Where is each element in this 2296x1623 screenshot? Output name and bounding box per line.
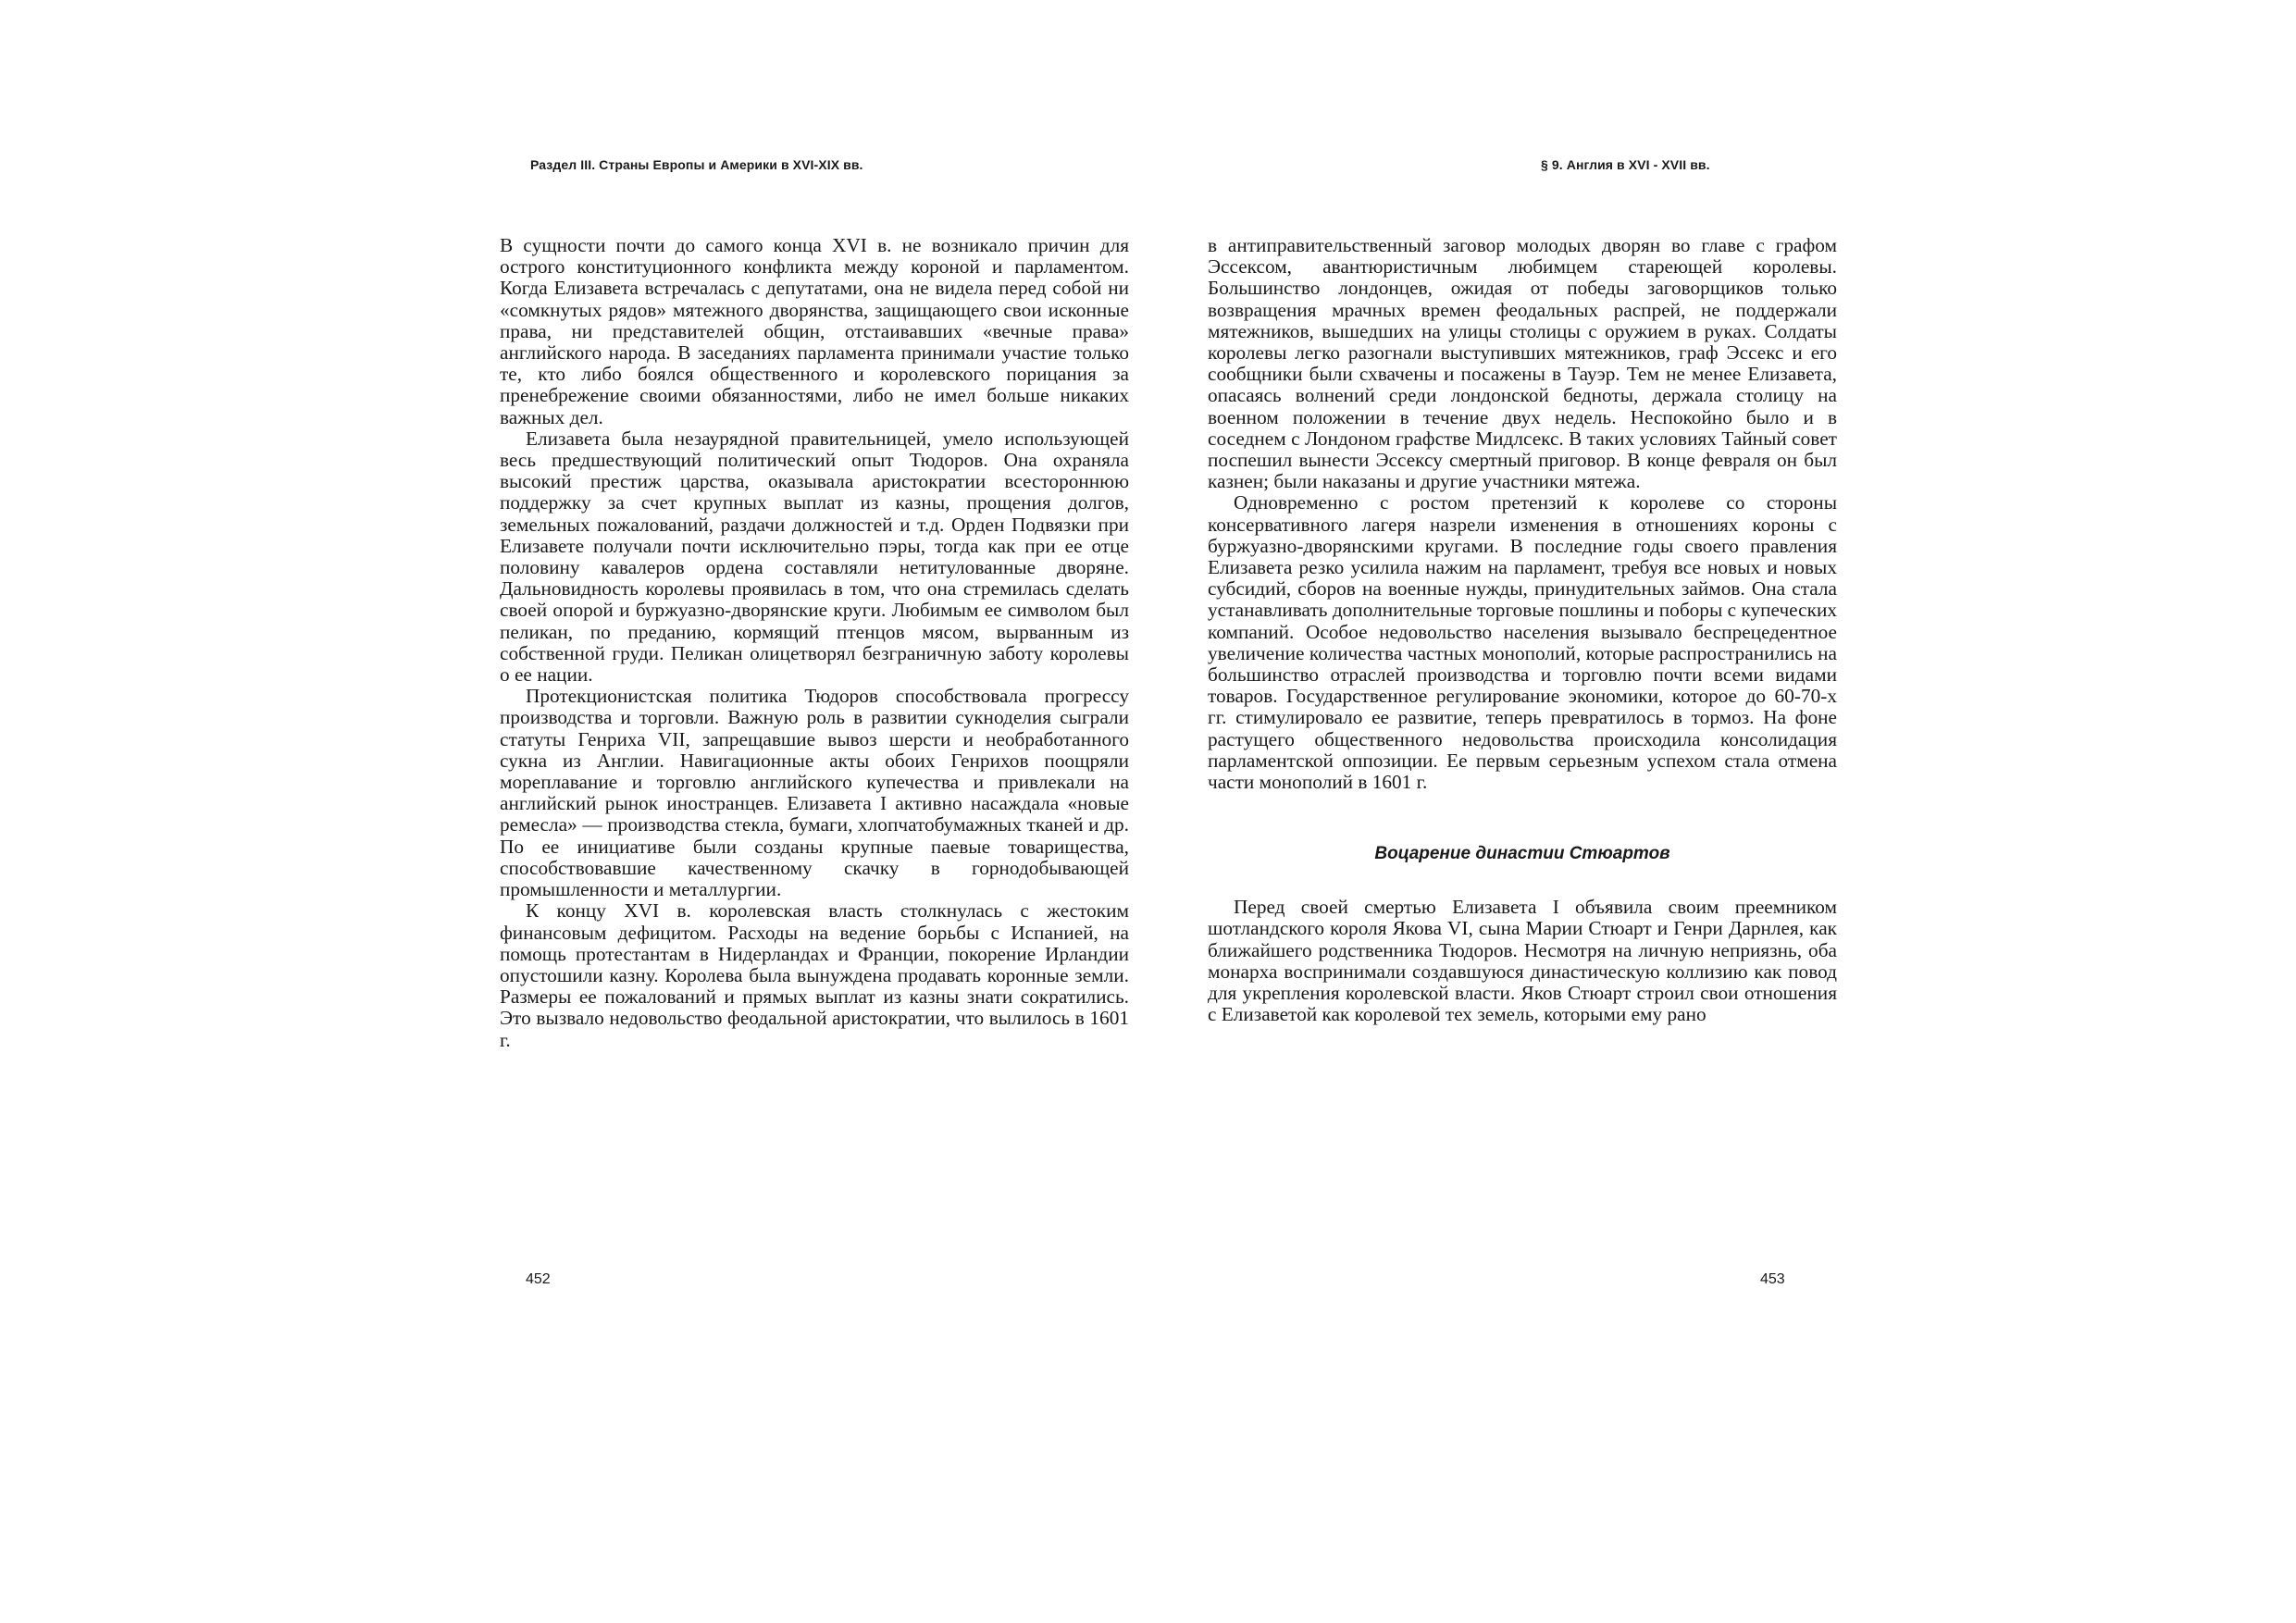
section-title: Воцарение династии Стюартов bbox=[1374, 844, 1670, 864]
left-paragraph-1: В сущности почти до самого конца XVI в. не возникало причин для острого конституционного конфликта между короной и парламентом. Когда Елизавета встречалась с депутатами, она не видела перед собой ни «сомкнутых рядов» мятежного дворянства, защищающего свои исконные права, ни представителей общин, отстаивавших «вечные права» английского народа. В заседаниях парламента принимали участие только те, кто либо боялся общественного и королевского порицания за пренебрежение своими обязанностями, либо не имел больше никаких важных дел. bbox=[500, 234, 1129, 428]
right-running-head: § 9. Англия в XVI - XVII вв. bbox=[1541, 157, 1710, 172]
right-page-column bbox=[1208, 235, 1837, 1026]
right-paragraph-2: Одновременно с ростом претензий к королеве со стороны консервативного лагеря назрели изменения в отношениях короны с буржуазно-дворянскими кругами. В последние годы своего правления Елизавета резко усилила нажим на парламент, требуя все новых и новых субсидий, сборов на военные нужды, принудительных займов. Она стала устанавливать дополнительные торговые пошлины и поборы с купеческих компаний. Особое недовольство населения вызывало беспрецедентное увеличение количества частных монополий, которые распространились на большинство отраслей производства и торговлю почти всеми видами товаров. Государственное регулирование экономики, которое до 60-70-х гг. стимулировало ее развитие, теперь превратилось в тормоз. На фоне растущего общественного недовольства происходила консолидация парламентской оппозиции. Ее первым серьезным успехом стала отмена части монополий в 1601 г. bbox=[1208, 491, 1837, 794]
left-paragraph-3: Протекционистская политика Тюдоров способствовала прогрессу производства и торговли. Важную роль в развитии сукноделия сыграли статуты Генриха VII, запрещавшие вывоз шерсти и необработанного сукна из Англии. Навигационные акты обоих Генрихов поощряли мореплавание и торговлю английского купечества и привлекали на английский рынок иностранцев. Елизавета I активно насаждала «новые ремесла» — производства стекла, бумаги, хлопчатобумажных тканей и др. По ее инициативе были созданы крупные паевые товарищества, способствовавшие качественному скачку в горнодобывающей промышленности и металлургии. bbox=[500, 685, 1129, 901]
right-section-paragraph-1: Перед своей смертью Елизавета I объявила своим преемником шотландского короля Якова VI, сына Марии Стюарт и Генри Дарнлея, как ближайшего родственника Тюдоров. Несмотря на личную неприязнь, оба монарха воспринимали создавшуюся династическую коллизию как повод для укрепления королевской власти. Яков Стюарт строил свои отношения с Елизаветой как королевой тех земель, которыми ему рано bbox=[1208, 896, 1837, 1026]
left-page-column bbox=[500, 235, 1129, 1051]
right-paragraph-1: в антиправительственный заговор молодых дворян во главе с графом Эссексом, авантюристичным любимцем стареющей королевы. Большинство лондонцев, ожидая от победы заговорщиков только возвращения мрачных времен феодальных распрей, не поддержали мятежников, вышедших на улицы столицы с оружием в руках. Солдаты королевы легко разогнали выступивших мятежников, граф Эссекс и его сообщники были схвачены и посажены в Тауэр. Тем не менее Елизавета, опасаясь волнений среди лондонской бедноты, держала столицу на военном положении в течение двух недель. Неспокойно было и в соседнем с Лондоном графстве Мидлсекс. В таких условиях Тайный совет поспешил вынести Эссексу смертный приговор. В конце февраля он был казнен; были наказаны и другие участники мятежа. bbox=[1208, 234, 1837, 493]
right-page-number: 453 bbox=[1760, 1271, 1785, 1287]
left-paragraph-4: К концу XVI в. королевская власть столкнулась с жестоким финансовым дефицитом. Расходы на ведение борьбы с Испанией, на помощь протестантам в Нидерландах и Франции, покорение Ирландии опустошили казну. Королева была вынуждена продавать коронные земли. Размеры ее пожалований и прямых выплат из казны знати сократились. Это вызвало недовольство феодальной аристократии, что вылилось в 1601 г. bbox=[500, 899, 1129, 1051]
left-running-head: Раздел III. Страны Европы и Америки в XVI-XIX вв. bbox=[530, 157, 863, 172]
left-paragraph-2: Елизавета была незаурядной правительницей, умело использующей весь предшествующий политический опыт Тюдоров. Она охраняла высокий престиж царства, оказывала аристократии всестороннюю поддержку за счет крупных выплат из казны, прощения долгов, земельных пожалований, раздачи должностей и т.д. Орден Подвязки при Елизавете получали почти исключительно пэры, тогда как при ее отце половину кавалеров ордена составляли нетитулованные дворяне. Дальновидность королевы проявилась в том, что она стремилась сделать своей опорой и буржуазно-дворянские круги. Любимым ее символом был пеликан, по преданию, кормящий птенцов мясом, вырванным из собственной груди. Пеликан олицетворял безграничную заботу королевы о ее нации. bbox=[500, 427, 1129, 687]
left-page-number: 452 bbox=[526, 1271, 551, 1287]
